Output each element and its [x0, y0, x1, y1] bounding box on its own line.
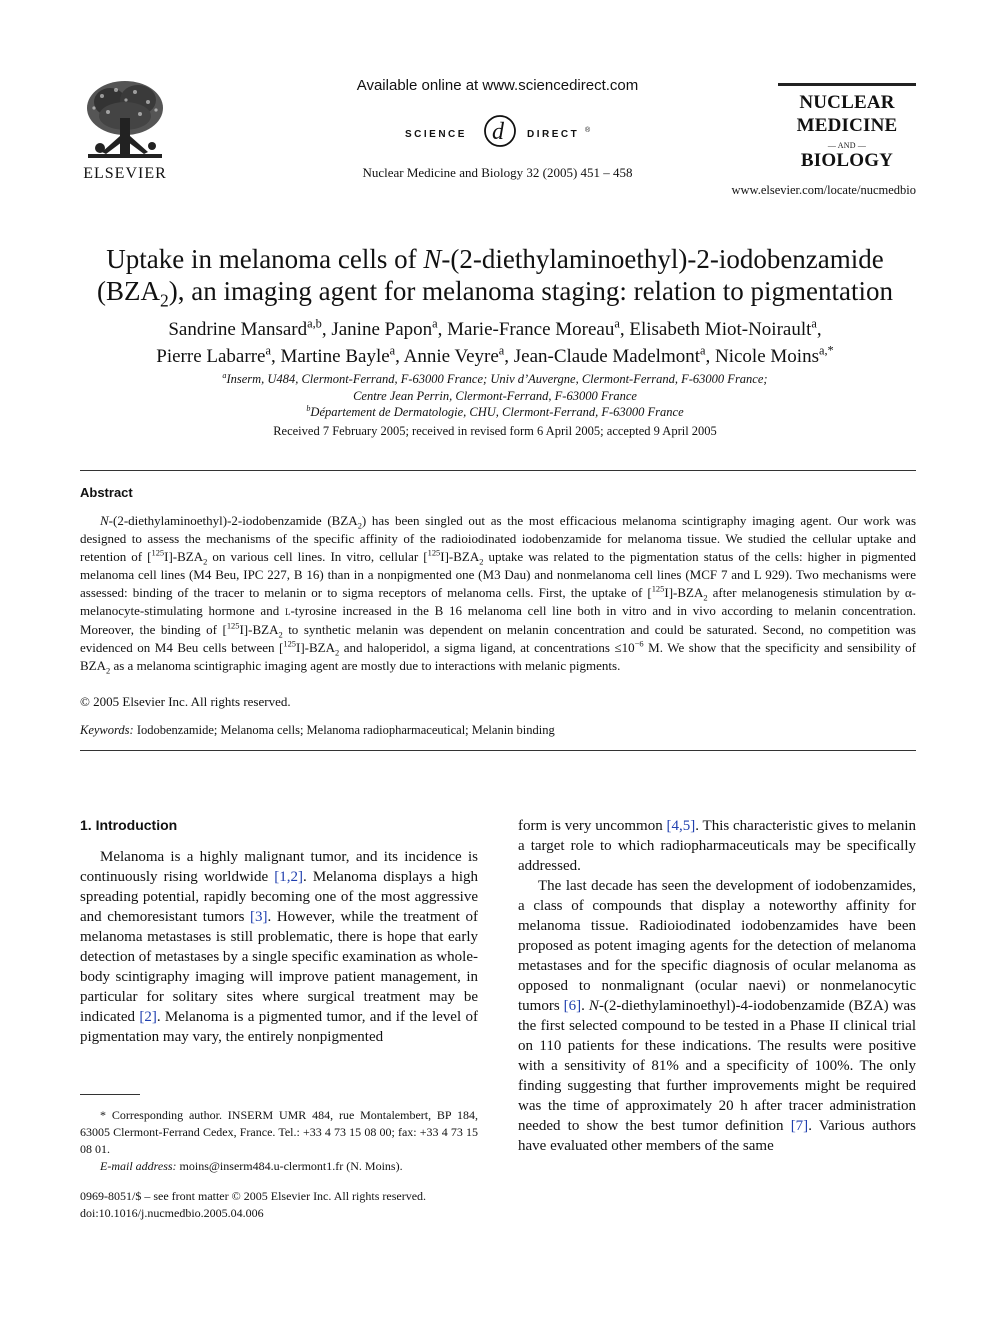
- author-name: Nicole Moins: [715, 346, 819, 367]
- received-dates: Received 7 February 2005; received in revised form 6 April 2005; accepted 9 April 2005: [273, 424, 717, 438]
- corresponding-author-note: * Corresponding author. INSERM UMR 484, rue Montalembert, BP 184, 63005 Clermont-Ferrand Cedex, France. Tel.: +33 4 73 15 08 00; fax: +33 4 73 15 08 01.: [80, 1108, 478, 1156]
- available-online-link[interactable]: Available online at www.sciencedirect.com: [356, 77, 639, 94]
- front-matter: [80, 1188, 478, 1222]
- keywords-label: Keywords:: [80, 723, 134, 737]
- divider: [80, 470, 916, 471]
- author-name: Marie-France Moreau: [447, 319, 615, 340]
- elsevier-tree-icon: [80, 78, 170, 164]
- divider: [80, 750, 916, 751]
- publisher-wordmark: ELSEVIER: [83, 165, 167, 182]
- issn-line: 0969-8051/$ – see front matter © 2005 Elsevier Inc. All rights reserved.: [80, 1189, 427, 1203]
- citation-link[interactable]: [4,5]: [666, 818, 696, 834]
- sd-right-text: DIRECT: [527, 129, 580, 140]
- journal-logo: [778, 83, 916, 178]
- author-affiliation-mark: a: [811, 316, 817, 331]
- abstract-body: [80, 512, 916, 675]
- section-heading-introduction: 1. Introduction: [80, 817, 178, 833]
- keywords: [80, 723, 555, 738]
- title-part-italic: N: [423, 244, 442, 274]
- citation-link[interactable]: [2]: [139, 1009, 157, 1025]
- paragraph: Melanoma is a highly malignant tumor, and its incidence is continuously rising worldwide [1,2]. Melanoma displays a high spreading potential, rapidly becoming one of the most aggressive and chemoresistant tumors [3]. However, while the treatment of melanoma metastases is still problematic, there is hope that early detection of metastases by a single specific examination as whole-body scintigraphy imaging will improve patient management, in particular for solitary sites where surgical treatment may be indicated [2]. Melanoma is a pigmented tumor, and if the level of pigmentation may vary, the entirely nonpigmented: [80, 849, 478, 1045]
- elsevier-logo: [80, 78, 170, 186]
- author-affiliation-mark: a: [265, 343, 271, 358]
- author-name: Annie Veyre: [403, 346, 499, 367]
- citation-link[interactable]: [7]: [790, 1118, 809, 1134]
- affiliation: Centre Jean Perrin, Clermont-Ferrand, F-63000 France: [353, 388, 637, 403]
- title-part: Uptake in melanoma cells of: [106, 244, 424, 274]
- footnote-divider: [80, 1094, 140, 1095]
- affiliation: $^a$Inserm, U484, Clermont-Ferrand, F-63000 France; Univ d’Auvergne, Clermont-Ferrand, F-63000 France;: [222, 370, 768, 386]
- article-title: [70, 243, 920, 311]
- registered-mark: ®: [585, 127, 591, 134]
- journal-citation: Nuclear Medicine and Biology 32 (2005) 451 – 458: [362, 165, 633, 180]
- journal-url-link[interactable]: www.elsevier.com/locate/nucmedbio: [731, 183, 916, 197]
- author-list: Sandrine Mansard$^{a,b}$, Janine Papon$^a$, Marie-France Moreau$^a$, Elisabeth Miot-Noirault$^a$, Pierre Labarre$^a$, Martine Bayle$^a$, Annie Veyre$^a$, Jean-Claude Madelmont$^a$, Nicole Moins$^{a,*}$: [156, 316, 834, 367]
- title-part: (BZA: [96, 276, 160, 306]
- author-name: Janine Papon: [331, 319, 433, 340]
- abstract-copyright: © 2005 Elsevier Inc. All rights reserved.: [80, 694, 291, 709]
- author-affiliation-mark: a,*: [818, 343, 834, 358]
- author-affiliation-mark: a: [498, 343, 505, 358]
- author-name: Martine Bayle: [280, 346, 390, 367]
- journal-logo-line: NUCLEAR: [799, 92, 895, 113]
- title-part: ), an imaging agent for melanoma staging: relation to pigmentation: [168, 276, 894, 306]
- title-part: -(2-diethylaminoethyl)-2-iodobenzamide: [441, 244, 884, 274]
- journal-logo-line: MEDICINE: [796, 115, 898, 136]
- affiliation: $^b$Département de Dermatologie, CHU, Clermont-Ferrand, F-63000 France: [306, 403, 684, 419]
- sciencedirect-logo: [395, 113, 605, 149]
- svg-text:d: d: [492, 119, 504, 145]
- abstract-text: N-(2-diethylaminoethyl)-2-iodobenzamide $(BZA_2)$ has been singled out as the most efficacious melanoma scintigraphy imaging agent. Our work was designed to assess the mechanisms of the specific affinity of the radioiodinated iodobenzamide for melanoma tissue. We studied the cellular uptake and retention of $[^{125}I]-BZA_2$ on various cell lines. In vitro, cellular $[^{125}I]-BZA_2$ uptake was related to the pigmentation status of the cells: higher in pigmented melanoma cell lines (M4 Beu, IPC 227, B 16) than in a nonpigmented one (M3 Dau) and nonmelanoma cell lines (MCF 7 and L 929). Two mechanisms were assessed: binding of the tracer to melanin or to sigma receptors of melanoma cells. First, the uptake of $[^{125}I]-BZA_2$ after melanogenesis stimulation by α-melanocyte-stimulating hormone and l-tyrosine increased in the B 16 melanoma cell line both in vitro and in vivo according to melanin concentration. Moreover, the binding of $[^{125}I]-BZA_2$ to synthetic melanin was dependent on melanin concentration and could be saturated. Second, no competition was evidenced on M4 Beu cells between $[^{125}I]-BZA_2$ and haloperidol, a sigma ligand, at concentrations $\le 10^{-6}$ M. We show that the specificity and sensibility of $BZA_2$ as a melanoma scintigraphic imaging agent are mostly due to interactions with melanic pigments.: [80, 513, 917, 676]
- email-note: E-mail address: moins@inserm484.u-clermont1.fr (N. Moins).: [100, 1159, 403, 1173]
- title-subscript: 2: [159, 290, 169, 311]
- author-name: Jean-Claude Madelmont: [513, 346, 701, 367]
- footnote: [80, 1107, 478, 1175]
- keywords-list: Iodobenzamide; Melanoma cells; Melanoma radiopharmaceutical; Melanin binding: [133, 723, 555, 737]
- left-column: [80, 847, 478, 1047]
- paragraph: The last decade has seen the development of iodobenzamides, a class of compounds that display a noteworthy affinity for melanoma tissue. Radioiodinated iodobenzamides have been proposed as potent imaging agents for the detection of melanoma metastases and for the specific diagnosis of ocular melanoma as opposed to nonmalignant (ocular naevi) or nonmelanocytic tumors [6]. N-(2-diethylaminoethyl)-4-iodobenzamide (BZA) was the first selected compound to be tested in a Phase II clinical trial on 110 patients for these indications. The results were positive with a sensitivity of 81% and a specificity of 100%. The only finding suggesting that further improvements might be required was the time of approximately 20 h after tracer administration needed to show the best tumor definition [7]. Various authors have evaluated other members of the same: [518, 878, 917, 1154]
- sd-left-text: SCIENCE: [405, 129, 467, 140]
- author-name: Sandrine Mansard: [168, 319, 308, 340]
- author-affiliation-mark: a,b: [307, 316, 322, 331]
- author-affiliation-mark: a: [432, 316, 438, 331]
- affiliations: [150, 371, 840, 421]
- citation-link[interactable]: [3]: [250, 909, 268, 925]
- abstract-heading: Abstract: [80, 485, 133, 500]
- journal-logo-line: BIOLOGY: [800, 150, 894, 171]
- citation-link[interactable]: [1,2]: [274, 869, 304, 885]
- email-link[interactable]: moins@inserm484.u-clermont1.fr (N. Moins).: [176, 1159, 403, 1173]
- right-column: [518, 816, 916, 1156]
- author-affiliation-mark: a: [614, 316, 620, 331]
- author-name: Pierre Labarre: [156, 346, 266, 367]
- author-affiliation-mark: a: [700, 343, 706, 358]
- citation-link[interactable]: [6]: [563, 998, 582, 1014]
- paragraph: form is very uncommon [4,5]. This characteristic gives to melanin a target role to which radiopharmaceuticals may be specifically addressed.: [518, 818, 916, 874]
- sciencedirect-d-icon: [485, 116, 515, 146]
- journal-logo-and: — AND —: [827, 141, 867, 150]
- author-name: Elisabeth Miot-Noirault: [629, 319, 812, 340]
- doi-link[interactable]: doi:10.1016/j.nucmedbio.2005.04.006: [80, 1206, 264, 1220]
- author-affiliation-mark: a: [389, 343, 396, 358]
